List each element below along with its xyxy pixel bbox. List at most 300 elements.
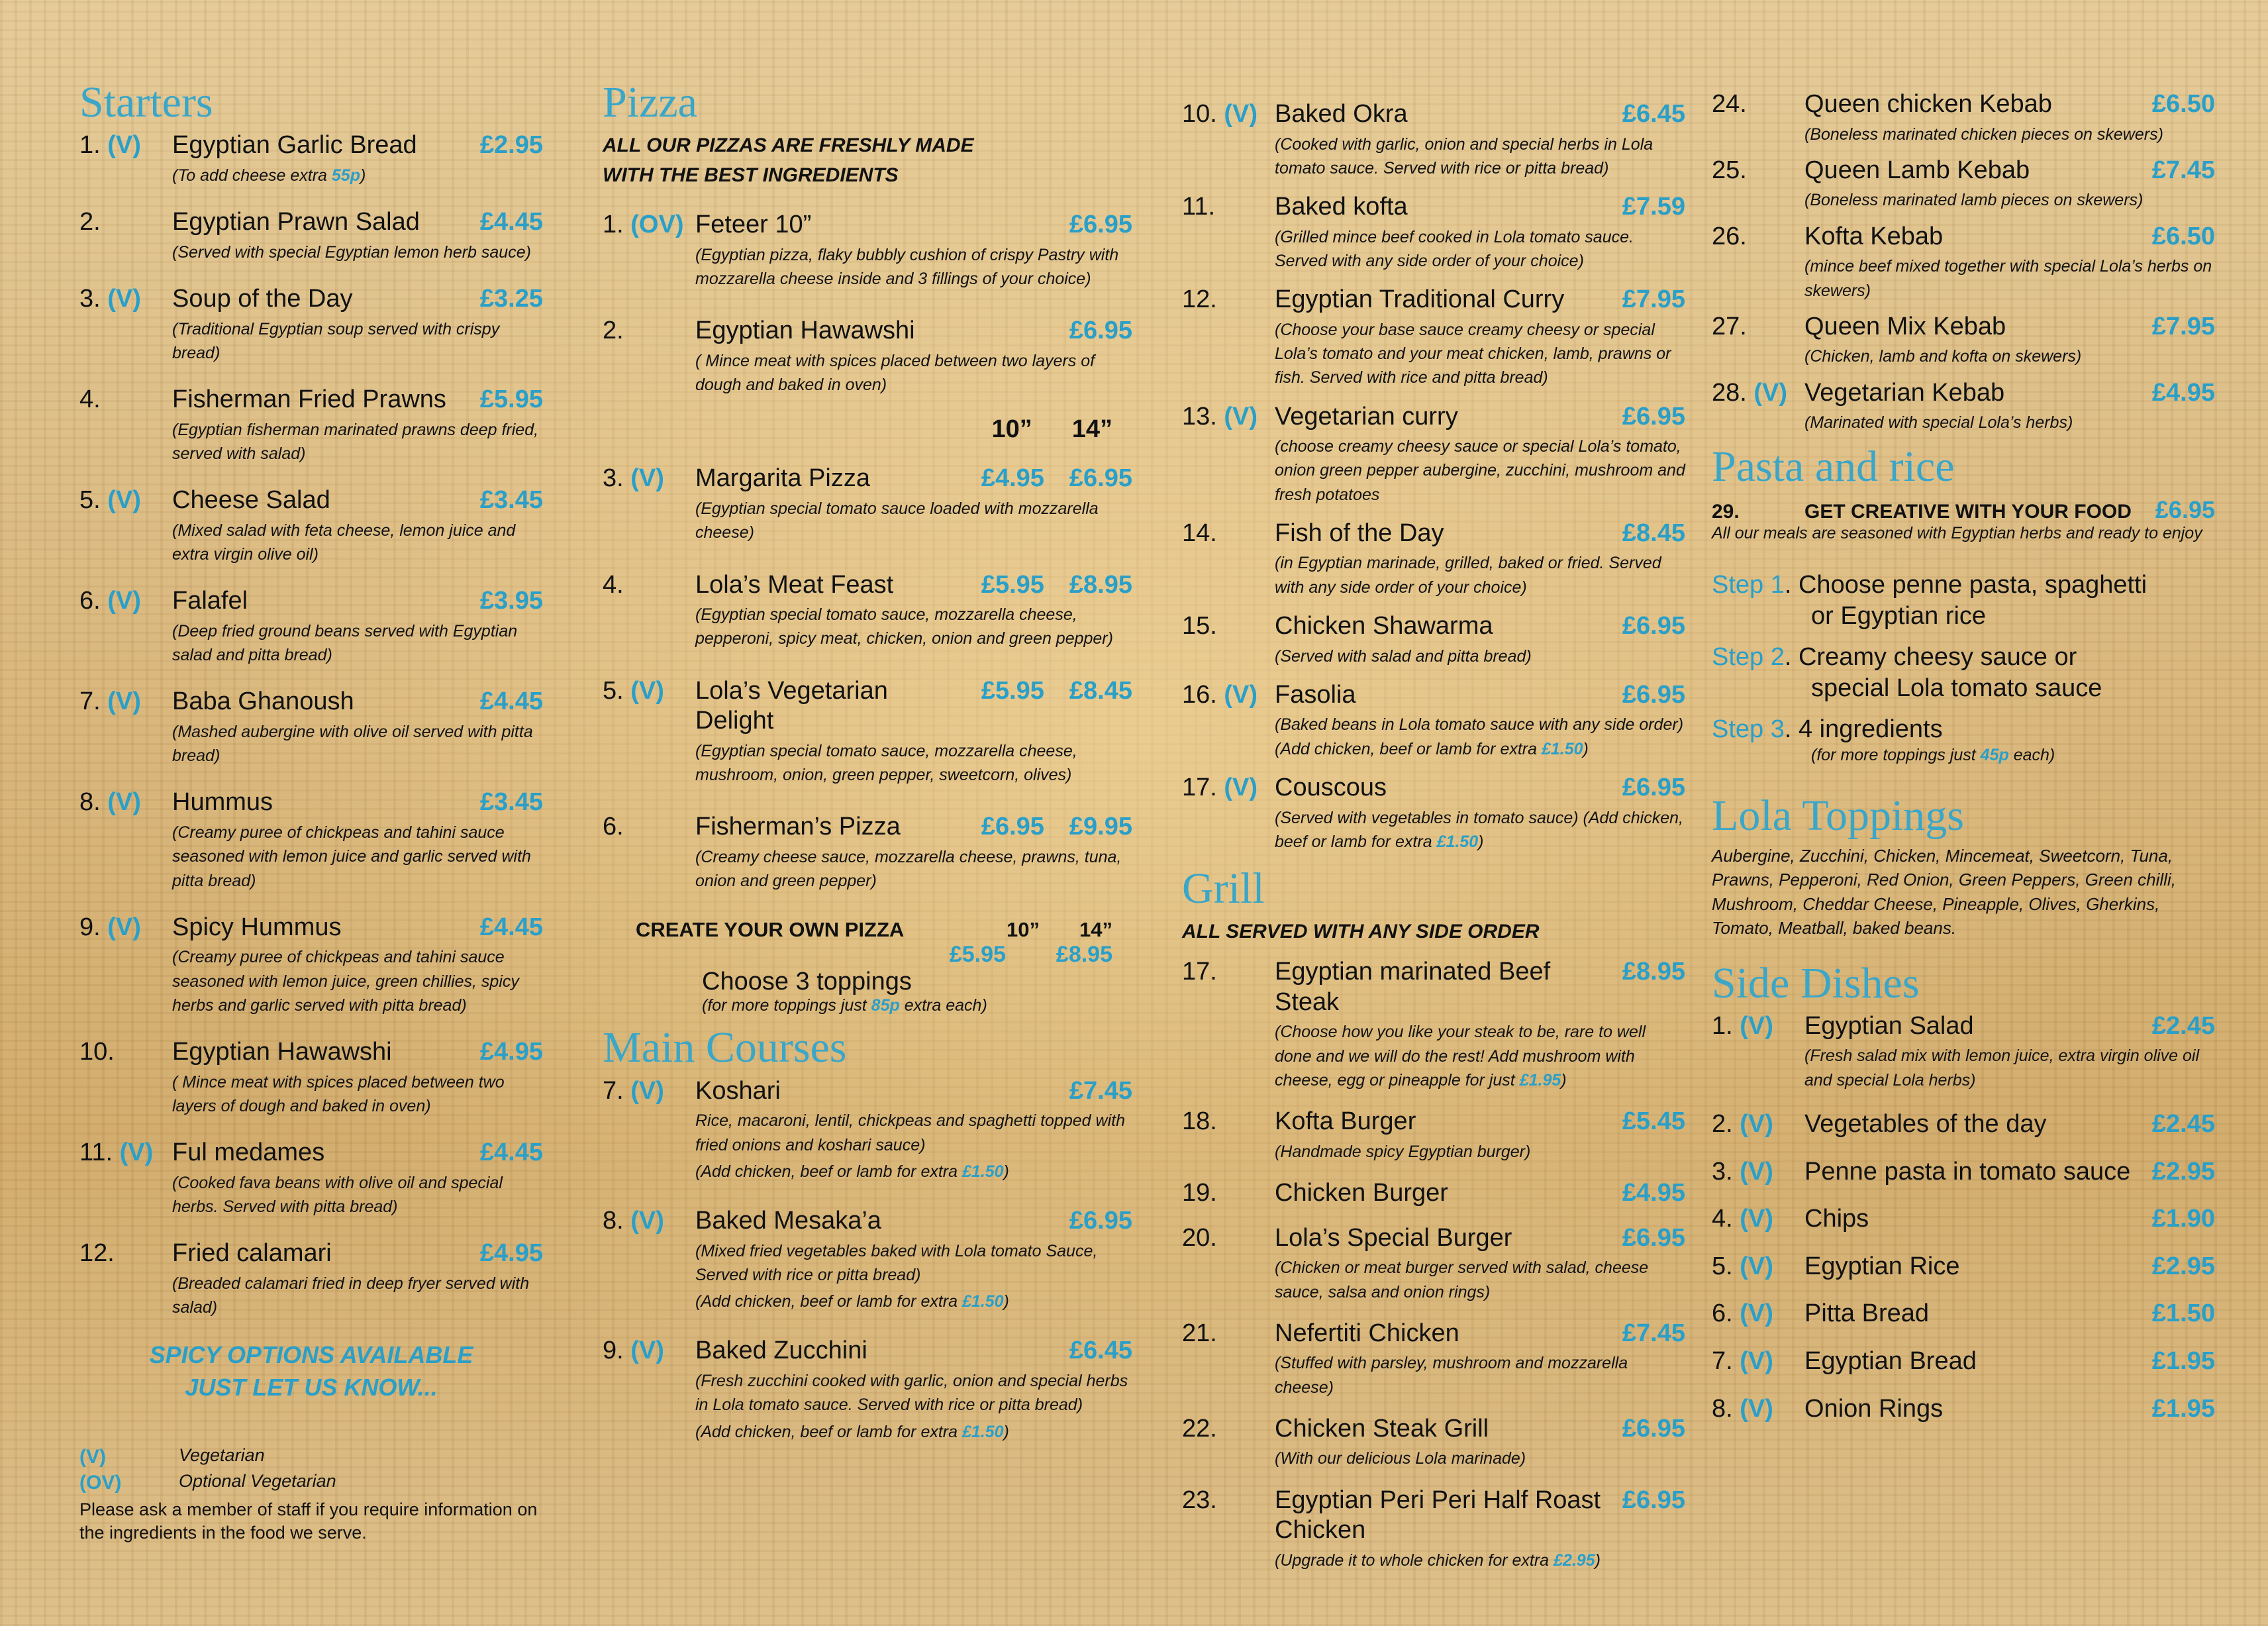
item-name: Cheese Salad (172, 486, 330, 515)
item-number (79, 130, 172, 161)
create-pizza-prices (603, 942, 1112, 968)
item-number (1712, 1299, 1804, 1329)
description-text: (Traditional Egyptian soup served with crispy bread) (172, 319, 500, 362)
menu-item (1182, 1223, 1685, 1304)
item-number (1712, 1347, 1804, 1377)
menu-item (1182, 1414, 1685, 1471)
menu-item (1712, 1394, 2215, 1425)
vegetarian-marker: (V) (1224, 680, 1258, 709)
item-price: £3.95 (479, 587, 543, 615)
item-price: £8.45 (1622, 519, 1685, 547)
menu-item-row (1182, 611, 1685, 642)
item-number (603, 570, 695, 601)
menu-item-row (1182, 285, 1685, 315)
menu-item-row (1712, 1204, 2215, 1235)
item-name: Vegetarian Kebab (1804, 378, 2005, 407)
menu-item-row (1182, 519, 1685, 549)
item-number (1712, 89, 1804, 120)
menu-item-row (603, 676, 1132, 737)
item-price: £6.95 (1622, 1414, 1685, 1443)
item-description (79, 1171, 543, 1219)
menu-item-row (79, 485, 543, 516)
description-text: (Mashed aubergine with olive oil served with pitta bread) (172, 722, 533, 766)
menu-item (1712, 378, 2215, 435)
vegetarian-marker: (V) (107, 788, 141, 817)
step-1-text: . Choose penne pasta, spaghetti (1784, 570, 2147, 599)
menu-item-row (1182, 1486, 1685, 1546)
item-name: Baked kofta (1275, 193, 1408, 221)
item-price: £2.45 (2151, 1011, 2215, 1040)
item-name: Egyptian Prawn Salad (172, 208, 420, 236)
vegetarian-marker: (V) (630, 676, 664, 705)
kebab-list (1712, 89, 2215, 434)
menu-item-row (1712, 1394, 2215, 1425)
item-number (1712, 156, 1804, 186)
choose-note-post: extra each) (899, 996, 987, 1015)
item-name: Egyptian Peri Peri Half Roast Chicken (1275, 1486, 1601, 1545)
description-text: (Baked beans in Lola tomato sauce with any side order) (Add chicken, beef or lamb for extra (1275, 715, 1684, 758)
description-text: (Deep fried ground beans served with Egyptian salad and pitta bread) (172, 621, 518, 665)
item-number (1182, 1319, 1275, 1349)
pizza-heading: Pizza (603, 78, 697, 127)
item-name: Baked Zucchini (695, 1337, 867, 1365)
create-price-14: £8.95 (1056, 942, 1112, 968)
menu-item (1712, 89, 2215, 146)
item-description (79, 1272, 543, 1320)
menu-item (1712, 1157, 2215, 1188)
pasta-note: All our meals are seasoned with Egyptian herbs and ready to enjoy (1712, 523, 2202, 542)
description-text: (Creamy puree of chickpeas and tahini sauce seasoned with lemon juice, green chillies, spicy herbs and garlic served with pitta bread) (172, 948, 519, 1015)
vegetarian-marker: (V) (630, 1207, 664, 1235)
spicy-notice (79, 1339, 543, 1403)
menu-item (1182, 285, 1685, 389)
item-extra (603, 1290, 1132, 1313)
menu-item (1182, 99, 1685, 180)
menu-item-row (79, 687, 543, 717)
menu-item (1182, 773, 1685, 854)
menu-item (1182, 1319, 1685, 1399)
menu-item-row (79, 1037, 543, 1068)
step-3-note-price: 45p (1980, 746, 2009, 765)
item-number (79, 385, 172, 415)
vegetarian-marker: (V) (107, 687, 141, 716)
item-number-value: 13. (1182, 402, 1217, 431)
item-number-value: 9. (603, 1337, 624, 1365)
item-name: Feteer 10” (695, 211, 812, 239)
description-text: (Stuffed with parsley, mushroom and mozzarella cheese) (1275, 1354, 1628, 1397)
description-text: (Handmade spicy Egyptian burger) (1275, 1142, 1531, 1161)
item-number-value: 4. (1712, 1205, 1733, 1233)
description-text: (Egyptian special tomato sauce loaded with mozzarella cheese) (695, 499, 1099, 542)
item-number (1712, 1204, 1804, 1235)
key-ov-label: Optional Vegetarian (179, 1470, 336, 1491)
vegetarian-marker: (V) (1740, 1109, 1773, 1138)
key-optional-vegetarian (79, 1470, 543, 1496)
item-price-10: £5.95 (981, 570, 1044, 599)
menu-item (1182, 1107, 1685, 1164)
item-price: £4.95 (1622, 1179, 1685, 1207)
item-price: £6.95 (1622, 1223, 1685, 1252)
step-1 (1712, 570, 2215, 633)
description-text: (Boneless marinated chicken pieces on skewers) (1804, 125, 2163, 144)
item-price: £6.95 (1622, 611, 1685, 640)
menu-item (79, 284, 543, 365)
item-name: Margarita Pizza (695, 464, 870, 493)
extra-price: £1.50 (961, 1292, 1004, 1311)
item-number (1712, 1157, 1804, 1188)
item-number (603, 1206, 695, 1237)
description-text: (Served with special Egyptian lemon herb sauce) (172, 242, 531, 262)
item-name: Egyptian Salad (1804, 1011, 1974, 1040)
grill-subtitle: ALL SERVED WITH ANY SIDE ORDER (1182, 921, 1540, 943)
description-price: £1.50 (1436, 832, 1479, 851)
item-name: Fried calamari (172, 1239, 332, 1268)
item-number-value: 6. (79, 587, 101, 615)
item-description (1182, 318, 1685, 390)
item-number (1182, 611, 1275, 642)
item-number (1712, 1252, 1804, 1282)
item-name: Baked Mesaka’a (695, 1207, 881, 1235)
item-description (79, 519, 543, 567)
item-name: Hummus (172, 788, 273, 817)
pizza-column (603, 79, 1132, 1466)
create-price-10: £5.95 (949, 942, 1006, 968)
step-3-note-pre: (for more toppings just (1811, 746, 1981, 765)
item-number-value: 26. (1712, 222, 1747, 250)
item-number (1182, 1107, 1275, 1137)
vegetarian-marker: (V) (119, 1139, 154, 1167)
item-description (603, 349, 1132, 397)
description-text: (Cooked fava beans with olive oil and special herbs. Served with pitta bread) (172, 1173, 503, 1217)
item-number-value: 4. (79, 385, 101, 414)
item-name: Egyptian Garlic Bread (172, 131, 417, 160)
item-number (1712, 312, 1804, 342)
item-name: Ful medames (172, 1139, 325, 1167)
item-prices (971, 464, 1132, 494)
item-number-value: 25. (1712, 156, 1747, 184)
step-2 (1712, 642, 2215, 705)
pasta-name: GET CREATIVE WITH YOUR FOOD (1804, 500, 2132, 523)
description-text: (mince beef mixed together with special Lola’s herbs on skewers) (1804, 257, 2212, 300)
description-text: (Creamy puree of chickpeas and tahini sauce seasoned with lemon juice and garlic served with pitta bread) (172, 823, 531, 890)
menu-item (1182, 519, 1685, 599)
item-number-value: 17. (1182, 958, 1217, 986)
item-name: Penne pasta in tomato sauce (1804, 1157, 2131, 1186)
item-description (79, 619, 543, 668)
vegetarian-marker: (V) (1753, 378, 1788, 407)
item-name: Nefertiti Chicken (1275, 1319, 1459, 1347)
item-description (1712, 1044, 2215, 1092)
item-price: £3.25 (479, 284, 543, 313)
pizza-subtitle-line-1: ALL OUR PIZZAS ARE FRESHLY MADE (603, 134, 974, 157)
choose-note-pre: (for more toppings just (702, 996, 871, 1015)
item-number (1182, 1486, 1275, 1516)
menu-item-row (79, 207, 543, 238)
item-name: Lola’s Special Burger (1275, 1223, 1512, 1252)
description-text: (Creamy cheese sauce, mozzarella cheese, prawns, tuna, onion and green pepper) (695, 847, 1122, 891)
item-number-value: 7. (603, 1076, 624, 1105)
item-price: £6.95 (1069, 211, 1132, 239)
item-description (603, 243, 1132, 291)
item-price-10: £6.95 (981, 813, 1044, 841)
menu-item (1182, 192, 1685, 273)
menu-item-row (603, 210, 1132, 240)
item-price: £1.95 (2151, 1347, 2215, 1375)
item-prices (971, 812, 1132, 842)
description-text: (Boneless marinated lamb pieces on skewers) (1804, 191, 2144, 210)
description-text: ( Mince meat with spices placed between two layers of dough and baked in oven) (695, 351, 1095, 395)
item-name: Baba Ghanoush (172, 687, 354, 716)
menu-item-row (1712, 312, 2215, 342)
menu-item-row (1182, 1178, 1685, 1209)
item-number-value: 5. (1712, 1252, 1733, 1280)
item-number-value: 8. (603, 1207, 624, 1235)
item-number (79, 284, 172, 315)
extra-text: (Add chicken, beef or lamb for extra (695, 1292, 962, 1311)
vegetarian-marker: (V) (1224, 402, 1258, 431)
menu-item-row (1182, 1319, 1685, 1349)
create-size-14: 14” (1079, 918, 1112, 942)
item-number-value: 24. (1712, 90, 1747, 118)
description-text: (Breaded calamari fried in deep fryer served with salad) (172, 1274, 530, 1317)
menu-item (603, 210, 1132, 291)
key-v-label: Vegetarian (179, 1445, 265, 1465)
item-price: £7.59 (1622, 193, 1685, 221)
item-number (1182, 773, 1275, 803)
item-number (79, 586, 172, 617)
item-price: £6.95 (1622, 402, 1685, 431)
description-text-end: ) (1583, 739, 1589, 758)
vegetarian-marker: (V) (1740, 1347, 1773, 1375)
item-number (603, 316, 695, 346)
item-price: £1.50 (2151, 1299, 2215, 1328)
item-price-14: £8.45 (1069, 676, 1132, 705)
item-number-value: 15. (1182, 611, 1217, 640)
vegetarian-marker: (V) (107, 486, 141, 515)
menu-item-row (603, 316, 1132, 346)
item-price: £2.95 (479, 131, 543, 160)
item-name: Baked Okra (1275, 100, 1408, 128)
menu-item-row (1182, 1223, 1685, 1254)
item-price: £2.95 (2151, 1252, 2215, 1280)
item-description (1712, 254, 2215, 303)
menu-item-row (1712, 378, 2215, 409)
item-number-value: 28. (1712, 378, 1747, 407)
extra-price: £1.50 (961, 1422, 1004, 1441)
item-description (79, 821, 543, 893)
description-text: (Upgrade it to whole chicken for extra (1275, 1550, 1554, 1570)
description-text: (To add cheese extra (172, 166, 332, 185)
item-name: Fish of the Day (1275, 519, 1444, 547)
spicy-line-2: JUST LET US KNOW... (185, 1374, 438, 1401)
starters-heading: Starters (79, 78, 213, 127)
menu-item (79, 1138, 543, 1219)
pasta-num: 29. (1712, 500, 1740, 523)
item-number (79, 913, 172, 943)
item-name: Egyptian Traditional Curry (1275, 285, 1565, 314)
menu-item-row (79, 130, 543, 161)
choose-note-price: 85p (871, 996, 900, 1015)
menu-item-row (1182, 402, 1685, 432)
key-vegetarian (79, 1444, 543, 1470)
item-description (1182, 806, 1685, 854)
menu-item (1182, 402, 1685, 507)
description-text: (Marinated with special Lola’s herbs) (1804, 413, 2073, 432)
item-number (1182, 285, 1275, 315)
size-10-label: 10” (991, 415, 1032, 444)
description-text: (in Egyptian marinade, grilled, baked or fried. Served with any side order of your choice) (1275, 554, 1661, 597)
item-number-value: 1. (79, 131, 101, 160)
item-description (79, 240, 543, 264)
step-3-text: . 4 ingredients (1784, 715, 1943, 743)
menu-item (603, 676, 1132, 788)
item-price-14: £9.95 (1069, 813, 1132, 841)
menu-item-row (1712, 1299, 2215, 1329)
grill-heading: Grill (1182, 864, 1265, 913)
item-number (1712, 1109, 1804, 1140)
item-name: Chips (1804, 1205, 1869, 1233)
menu-item (79, 1037, 543, 1118)
choose-toppings-note (603, 996, 1132, 1015)
item-price-14: £6.95 (1069, 464, 1132, 493)
item-price: £7.45 (2151, 156, 2215, 184)
item-number-value: 3. (603, 464, 624, 493)
mains-grill-column (1182, 99, 1685, 1587)
menu-item-row (79, 385, 543, 415)
menu-item (79, 1239, 543, 1319)
item-description (79, 317, 543, 366)
extra-text-end: ) (1003, 1422, 1009, 1441)
menu-item-row (1182, 773, 1685, 803)
vegetarian-marker: (V) (630, 464, 664, 493)
description-text: (Egyptian special tomato sauce, mozzarella cheese, pepperoni, spicy meat, chicken, onion and green pepper) (695, 605, 1113, 648)
side-dishes-heading: Side Dishes (1712, 958, 1920, 1007)
item-price: £2.95 (2151, 1157, 2215, 1186)
description-text: (Choose your base sauce creamy cheesy or special Lola’s tomato and your meat chicken, lamb, prawns or fish. Served with rice and pitta bread) (1275, 320, 1671, 387)
item-name: Egyptian Rice (1804, 1252, 1960, 1280)
item-name: Vegetarian curry (1275, 402, 1458, 431)
menu-item-row (1712, 1011, 2215, 1042)
menu-item-row (603, 570, 1132, 601)
item-description (1182, 434, 1685, 507)
item-price: £3.45 (479, 788, 543, 817)
item-description (79, 164, 543, 187)
item-name: Kofta Kebab (1804, 222, 1944, 250)
item-price: £6.95 (1069, 1207, 1132, 1235)
item-number-value: 10. (1182, 100, 1217, 128)
menu-item-row (1182, 957, 1685, 1017)
size-14-label: 14” (1071, 415, 1112, 444)
step-2-text: . Creamy cheesy sauce or (1784, 642, 2077, 671)
item-name: Queen chicken Kebab (1804, 90, 2052, 118)
menu-item-row (1182, 192, 1685, 223)
description-text: (Fresh salad mix with lemon juice, extra virgin olive oil and special Lola herbs) (1804, 1046, 2200, 1090)
vegetarian-marker: (V) (1740, 1205, 1773, 1233)
vegetarian-marker: (V) (1740, 1299, 1773, 1328)
item-number-value: 16. (1182, 680, 1217, 709)
item-price: £1.90 (2151, 1205, 2215, 1233)
item-number-value: 27. (1712, 312, 1747, 340)
item-extra (603, 1160, 1132, 1184)
vegetarian-marker: (V) (630, 1076, 664, 1105)
extra-text: (Add chicken, beef or lamb for extra (695, 1162, 962, 1181)
description-text: (Mixed fried vegetables baked with Lola tomato Sauce, Served with rice or pitta bread) (695, 1241, 1098, 1284)
item-description (1182, 551, 1685, 599)
menu-item-row (1712, 1252, 2215, 1282)
item-number-value: 10. (79, 1038, 115, 1066)
item-number-value: 7. (79, 687, 101, 716)
item-number (1182, 1414, 1275, 1445)
item-number-value: 2. (603, 317, 624, 345)
item-price: £2.45 (2151, 1109, 2215, 1138)
menu-item-row (1712, 222, 2215, 252)
menu-item-row (1712, 1157, 2215, 1188)
item-number (1182, 99, 1275, 130)
item-number-value: 1. (1712, 1011, 1733, 1040)
item-description (1712, 123, 2215, 146)
create-size-10: 10” (1007, 918, 1040, 942)
item-name: Spicy Hummus (172, 913, 342, 941)
item-name: Queen Mix Kebab (1804, 312, 2006, 340)
item-description (603, 603, 1132, 651)
item-description (1712, 344, 2215, 368)
main-courses-list (603, 1076, 1132, 1444)
main-courses-heading: Main Courses (603, 1023, 847, 1072)
step-1-text-2: or Egyptian rice (1811, 602, 1987, 631)
menu-item-row (1182, 680, 1685, 711)
item-price: £8.95 (1622, 958, 1685, 986)
item-number (79, 1037, 172, 1068)
menu-item (1182, 957, 1685, 1092)
item-number-value: 1. (603, 211, 624, 239)
item-price: £4.95 (2151, 378, 2215, 407)
vegetarian-marker: (V) (107, 913, 141, 941)
item-price: £3.45 (479, 486, 543, 515)
menu-item (1182, 1486, 1685, 1572)
menu-item (1182, 611, 1685, 668)
description-text-end: ) (360, 166, 366, 185)
item-price: £6.95 (1622, 680, 1685, 709)
item-description (1182, 1549, 1685, 1572)
menu-item (1712, 1011, 2215, 1092)
description-text: ( Mince meat with spices placed between two layers of dough and baked in oven) (172, 1072, 505, 1115)
item-number-value: 12. (79, 1239, 115, 1268)
item-description (79, 945, 543, 1017)
item-description (79, 418, 543, 466)
item-number (79, 1239, 172, 1269)
kebab-sides-column (1712, 89, 2215, 1441)
item-number-value: 11. (79, 1139, 113, 1167)
pasta-item (1712, 495, 2215, 524)
item-price: £4.45 (479, 687, 543, 716)
vegetarian-marker: (V) (1740, 1252, 1773, 1280)
menu-item (1712, 1252, 2215, 1282)
description-text-end: ) (1595, 1550, 1601, 1570)
menu-item (1712, 1347, 2215, 1377)
item-price: £4.45 (479, 1139, 543, 1167)
item-description (603, 1369, 1132, 1417)
vegetarian-marker: (V) (1740, 1394, 1773, 1423)
item-number (1182, 402, 1275, 432)
item-number (603, 210, 695, 240)
side-dishes-list (1712, 1011, 2215, 1424)
item-description (1182, 225, 1685, 274)
item-name: Fasolia (1275, 680, 1356, 709)
menu-item (1712, 156, 2215, 213)
item-number-value: 8. (79, 788, 101, 817)
item-number-value: 2. (1712, 1109, 1733, 1138)
item-number-value: 4. (603, 570, 624, 599)
